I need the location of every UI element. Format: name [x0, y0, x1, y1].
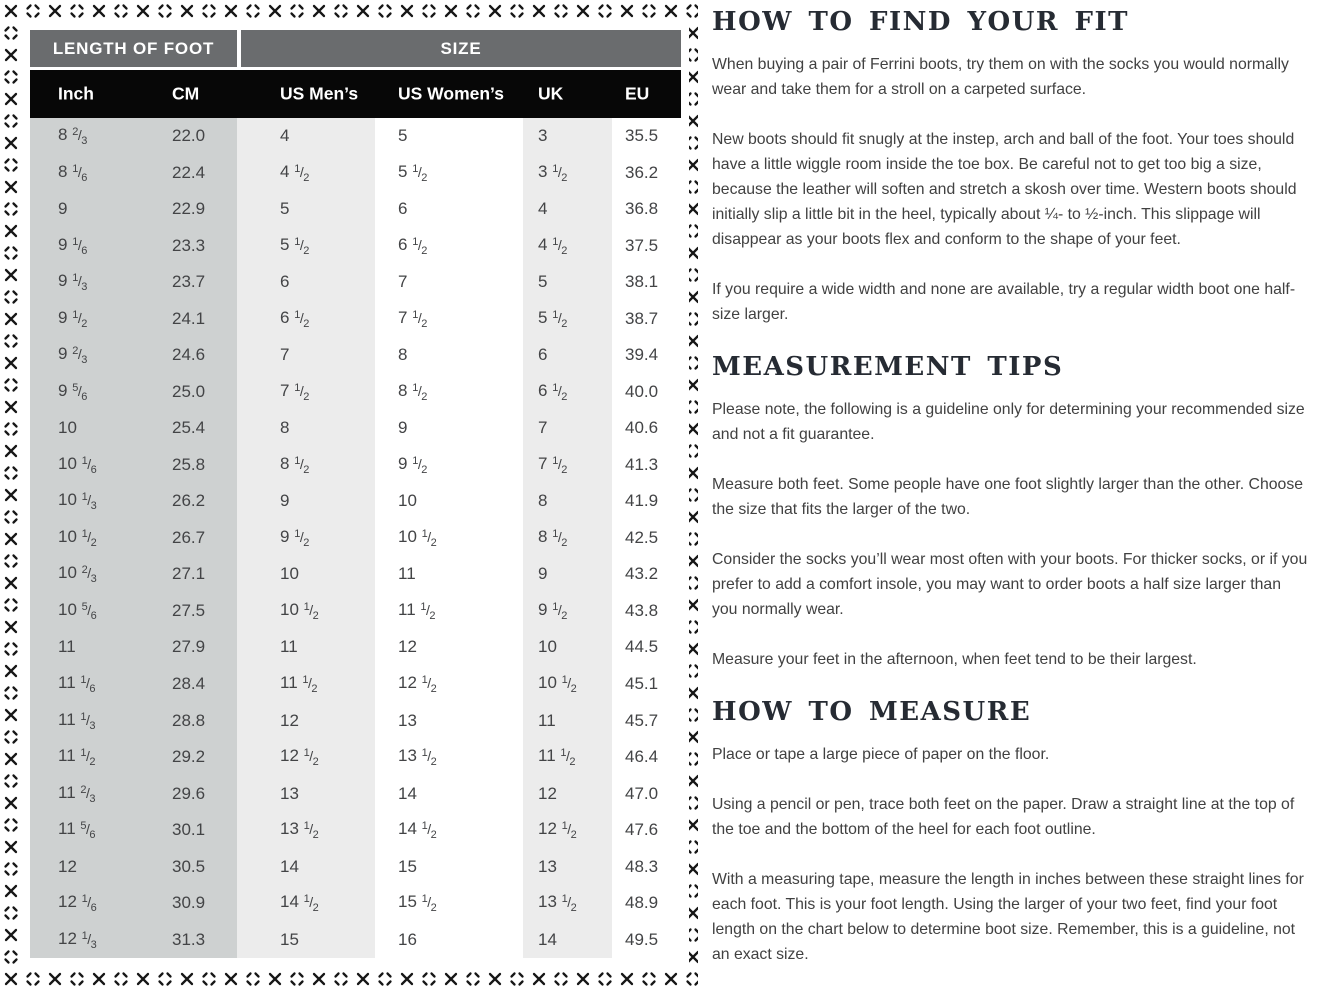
- cell-inch: 10 $^1/_2$: [58, 526, 97, 549]
- size-chart-card: [22, 22, 689, 966]
- column-header-us-mens: US Men’s: [280, 83, 359, 104]
- paragraph: Measure your feet in the afternoon, when feet tend to be their largest.: [712, 651, 1197, 668]
- paragraph: Using a pencil or pen, trace both feet on the paper. Draw a straight line at the top of the toe and the bottom of the heel for each foot outline.: [712, 796, 1295, 838]
- table-row: [30, 374, 681, 411]
- cell-us-mens: 11 $^1/_2$: [280, 672, 318, 695]
- cell-cm: 27.1: [172, 564, 206, 584]
- section-heading-how-to-measure: HOW TO MEASURE: [712, 697, 1032, 727]
- cell-uk: 7: [538, 418, 548, 438]
- cell-inch: 9 $^1/_2$: [58, 307, 87, 330]
- cell-inch: 8 $^2/_3$: [58, 125, 87, 148]
- table-row: [30, 118, 681, 155]
- cell-uk: 3: [538, 126, 548, 146]
- table-row: [30, 483, 681, 520]
- cell-inch: 11 $^5/_6$: [58, 819, 96, 842]
- cell-us-womens: 6: [398, 199, 408, 219]
- cell-us-mens: 7: [280, 345, 290, 365]
- cell-cm: 27.9: [172, 637, 206, 657]
- cell-eu: 38.7: [625, 308, 659, 328]
- cell-inch: 12: [58, 856, 77, 876]
- cell-us-mens: 6 $^1/_2$: [280, 307, 309, 330]
- cell-inch: 9 $^5/_6$: [58, 380, 87, 403]
- cell-us-womens: 12: [398, 637, 417, 657]
- cell-inch: 10: [58, 418, 77, 438]
- table-row: [30, 447, 681, 484]
- cell-us-womens: 6 $^1/_2$: [398, 234, 427, 257]
- cell-us-mens: 15: [280, 929, 299, 949]
- table-row: [30, 629, 681, 666]
- cell-inch: 10 $^5/_6$: [58, 599, 97, 622]
- cell-cm: 24.1: [172, 308, 206, 328]
- cell-cm: 29.6: [172, 783, 206, 803]
- group-header-size: SIZE: [241, 30, 681, 67]
- paragraph: With a measuring tape, measure the length in inches between these straight lines for each foot. This is your foot length. Using the larger of your two feet, find your foot length on the chart below to determine boot size. Remember, this is a guideline, not an exact size.: [712, 871, 1304, 963]
- cell-inch: 11 $^2/_3$: [58, 782, 96, 805]
- paragraph: New boots should fit snugly at the instep, arch and ball of the foot. Your toes should have a little wiggle room inside the toe box. Be careful not to get too big a size, because the leather will soften and stretch a skosh over time. Western boots should initially slip a little bit in the heel, typically about ¼- to ½-inch. This slippage will disappear as your boots flex and conform to the shape of your feet.: [712, 131, 1297, 248]
- column-header-us-womens: US Women’s: [398, 83, 504, 104]
- cell-cm: 22.0: [172, 126, 206, 146]
- table-row: [30, 191, 681, 228]
- cell-us-mens: 12 $^1/_2$: [280, 746, 319, 769]
- cell-cm: 30.9: [172, 893, 206, 913]
- cell-eu: 45.7: [625, 710, 659, 730]
- cell-cm: 30.5: [172, 856, 206, 876]
- cell-uk: 4: [538, 199, 548, 219]
- cell-eu: 36.2: [625, 162, 659, 182]
- cell-eu: 43.8: [625, 600, 659, 620]
- cell-us-womens: 10 $^1/_2$: [398, 526, 437, 549]
- cell-eu: 36.8: [625, 199, 659, 219]
- cell-us-mens: 4: [280, 126, 290, 146]
- cell-us-mens: 5: [280, 199, 290, 219]
- cell-eu: 35.5: [625, 126, 659, 146]
- cell-inch: 10 $^1/_6$: [58, 453, 97, 476]
- cell-uk: 9: [538, 564, 548, 584]
- table-row: [30, 702, 681, 739]
- table-row: [30, 228, 681, 265]
- cell-us-womens: 11: [398, 564, 416, 584]
- cell-cm: 28.8: [172, 710, 206, 730]
- cell-eu: 47.0: [625, 783, 659, 803]
- column-header-eu: EU: [625, 83, 650, 104]
- cell-uk: 14: [538, 929, 557, 949]
- cell-us-womens: 13 $^1/_2$: [398, 746, 437, 769]
- cell-us-womens: 14: [398, 783, 417, 803]
- cell-uk: 5 $^1/_2$: [538, 307, 567, 330]
- cell-uk: 13: [538, 856, 557, 876]
- cell-us-womens: 9 $^1/_2$: [398, 453, 427, 476]
- column-header-uk: UK: [538, 83, 564, 104]
- cell-cm: 28.4: [172, 673, 206, 693]
- cell-us-mens: 9 $^1/_2$: [280, 526, 309, 549]
- cell-inch: 11 $^1/_3$: [58, 709, 96, 732]
- table-row: [30, 264, 681, 301]
- column-header-row: [30, 70, 681, 118]
- cell-cm: 29.2: [172, 747, 206, 767]
- cell-cm: 25.4: [172, 418, 206, 438]
- cell-eu: 37.5: [625, 235, 659, 255]
- cell-us-womens: 5 $^1/_2$: [398, 161, 427, 184]
- table-row: [30, 556, 681, 593]
- cell-cm: 22.9: [172, 199, 206, 219]
- cell-eu: 42.5: [625, 527, 659, 547]
- table-row: [30, 520, 681, 557]
- cell-us-mens: 8 $^1/_2$: [280, 453, 309, 476]
- cell-eu: 45.1: [625, 673, 659, 693]
- cell-uk: 11 $^1/_2$: [538, 746, 576, 769]
- cell-us-mens: 6: [280, 272, 290, 292]
- paragraph: If you require a wide width and none are available, try a regular width boot one half-size larger.: [712, 281, 1296, 323]
- cell-uk: 8 $^1/_2$: [538, 526, 567, 549]
- cell-inch: 9: [58, 199, 68, 219]
- cell-uk: 7 $^1/_2$: [538, 453, 567, 476]
- cell-uk: 6: [538, 345, 548, 365]
- cell-eu: 44.5: [625, 637, 659, 657]
- cell-us-womens: 14 $^1/_2$: [398, 819, 437, 842]
- cell-us-womens: 11 $^1/_2$: [398, 599, 436, 622]
- cell-uk: 3 $^1/_2$: [538, 161, 567, 184]
- cell-eu: 47.6: [625, 820, 659, 840]
- cell-us-womens: 10: [398, 491, 417, 511]
- cell-us-mens: 14 $^1/_2$: [280, 892, 319, 915]
- cell-us-mens: 12: [280, 710, 299, 730]
- table-row: [30, 155, 681, 192]
- cell-eu: 46.4: [625, 747, 659, 767]
- cell-eu: 43.2: [625, 564, 659, 584]
- cell-us-womens: 16: [398, 929, 417, 949]
- cell-cm: 31.3: [172, 929, 206, 949]
- cell-us-mens: 10 $^1/_2$: [280, 599, 319, 622]
- cell-us-womens: 5: [398, 126, 408, 146]
- cell-uk: 11: [538, 710, 556, 730]
- cell-us-mens: 13 $^1/_2$: [280, 819, 319, 842]
- cell-us-mens: 14: [280, 856, 299, 876]
- cell-inch: 11 $^1/_2$: [58, 746, 96, 769]
- cell-eu: 41.3: [625, 454, 659, 474]
- cell-us-mens: 10: [280, 564, 299, 584]
- cell-inch: 11 $^1/_6$: [58, 672, 96, 695]
- table-body: [30, 118, 681, 958]
- cell-us-mens: 4 $^1/_2$: [280, 161, 309, 184]
- cell-us-mens: 11: [280, 637, 298, 657]
- table-row: [30, 812, 681, 849]
- cell-uk: 4 $^1/_2$: [538, 234, 567, 257]
- cell-cm: 30.1: [172, 820, 206, 840]
- cell-uk: 8: [538, 491, 548, 511]
- cell-cm: 23.7: [172, 272, 206, 292]
- cell-uk: 13 $^1/_2$: [538, 892, 577, 915]
- cell-eu: 41.9: [625, 491, 659, 511]
- cell-eu: 49.5: [625, 929, 659, 949]
- cell-cm: 24.6: [172, 345, 206, 365]
- cell-eu: 40.6: [625, 418, 659, 438]
- cell-us-womens: 7 $^1/_2$: [398, 307, 427, 330]
- table-row: [30, 848, 681, 885]
- cell-inch: 9 $^1/_3$: [58, 271, 87, 294]
- cell-eu: 40.0: [625, 381, 659, 401]
- cell-us-womens: 13: [398, 710, 417, 730]
- cell-uk: 9 $^1/_2$: [538, 599, 567, 622]
- cell-eu: 48.9: [625, 893, 659, 913]
- cell-inch: 8 $^1/_6$: [58, 161, 87, 184]
- table-row: [30, 885, 681, 922]
- cell-eu: 38.1: [625, 272, 659, 292]
- cell-inch: 9 $^2/_3$: [58, 344, 87, 367]
- cell-inch: 12 $^1/_3$: [58, 928, 97, 951]
- cell-us-mens: 5 $^1/_2$: [280, 234, 309, 257]
- cell-uk: 12 $^1/_2$: [538, 819, 577, 842]
- cell-uk: 10: [538, 637, 557, 657]
- table-row: [30, 739, 681, 776]
- paragraph: Please note, the following is a guideline only for determining your recommended size and not a fit guarantee.: [712, 401, 1305, 443]
- cell-inch: 11: [58, 637, 76, 657]
- group-header-row: [30, 30, 681, 67]
- table-row: [30, 301, 681, 338]
- cell-us-womens: 8 $^1/_2$: [398, 380, 427, 403]
- cell-us-mens: 8: [280, 418, 290, 438]
- cell-uk: 6 $^1/_2$: [538, 380, 567, 403]
- cell-us-womens: 15: [398, 856, 417, 876]
- cell-inch: 12 $^1/_6$: [58, 892, 97, 915]
- section-heading-measurement-tips: MEASUREMENT TIPS: [712, 352, 1064, 382]
- cell-cm: 25.8: [172, 454, 206, 474]
- cell-cm: 26.2: [172, 491, 206, 511]
- cell-us-womens: 15 $^1/_2$: [398, 892, 437, 915]
- table-row: [30, 593, 681, 630]
- paragraph: Consider the socks you’ll wear most often with your boots. For thicker socks, or if you prefer to add a comfort insole, you may want to order boots a half size larger than you normally wear.: [712, 551, 1308, 618]
- table-row: [30, 921, 681, 958]
- cell-cm: 27.5: [172, 600, 206, 620]
- cell-uk: 10 $^1/_2$: [538, 672, 577, 695]
- section-heading-how-to-find-your-fit: HOW TO FIND YOUR FIT: [712, 7, 1130, 37]
- cell-cm: 22.4: [172, 162, 206, 182]
- table-row: [30, 410, 681, 447]
- paragraph: When buying a pair of Ferrini boots, try them on with the socks you would normally wear and take them for a stroll on a carpeted surface.: [712, 56, 1289, 98]
- cell-us-mens: 9: [280, 491, 290, 511]
- cell-uk: 12: [538, 783, 557, 803]
- info-panel: [712, 0, 1310, 992]
- cell-inch: 10 $^1/_3$: [58, 490, 97, 513]
- cell-inch: 10 $^2/_3$: [58, 563, 97, 586]
- paragraph: Place or tape a large piece of paper on the floor.: [712, 746, 1050, 763]
- cell-eu: 39.4: [625, 345, 659, 365]
- table-row: [30, 666, 681, 703]
- cell-us-womens: 8: [398, 345, 408, 365]
- cell-us-womens: 9: [398, 418, 408, 438]
- cell-uk: 5: [538, 272, 548, 292]
- cell-cm: 23.3: [172, 235, 206, 255]
- cell-us-womens: 12 $^1/_2$: [398, 672, 437, 695]
- cell-us-womens: 7: [398, 272, 408, 292]
- table-row: [30, 775, 681, 812]
- table-row: [30, 337, 681, 374]
- cell-us-mens: 7 $^1/_2$: [280, 380, 309, 403]
- column-header-cm: CM: [172, 83, 200, 104]
- cell-inch: 9 $^1/_6$: [58, 234, 87, 257]
- cell-cm: 26.7: [172, 527, 206, 547]
- group-header-length-of-foot: LENGTH OF FOOT: [30, 30, 237, 67]
- paragraph: Measure both feet. Some people have one foot slightly larger than the other. Choose the size that fits the larger of the two.: [712, 476, 1304, 518]
- column-header-inch: Inch: [58, 83, 94, 104]
- cell-eu: 48.3: [625, 856, 659, 876]
- cell-cm: 25.0: [172, 381, 206, 401]
- cell-us-mens: 13: [280, 783, 299, 803]
